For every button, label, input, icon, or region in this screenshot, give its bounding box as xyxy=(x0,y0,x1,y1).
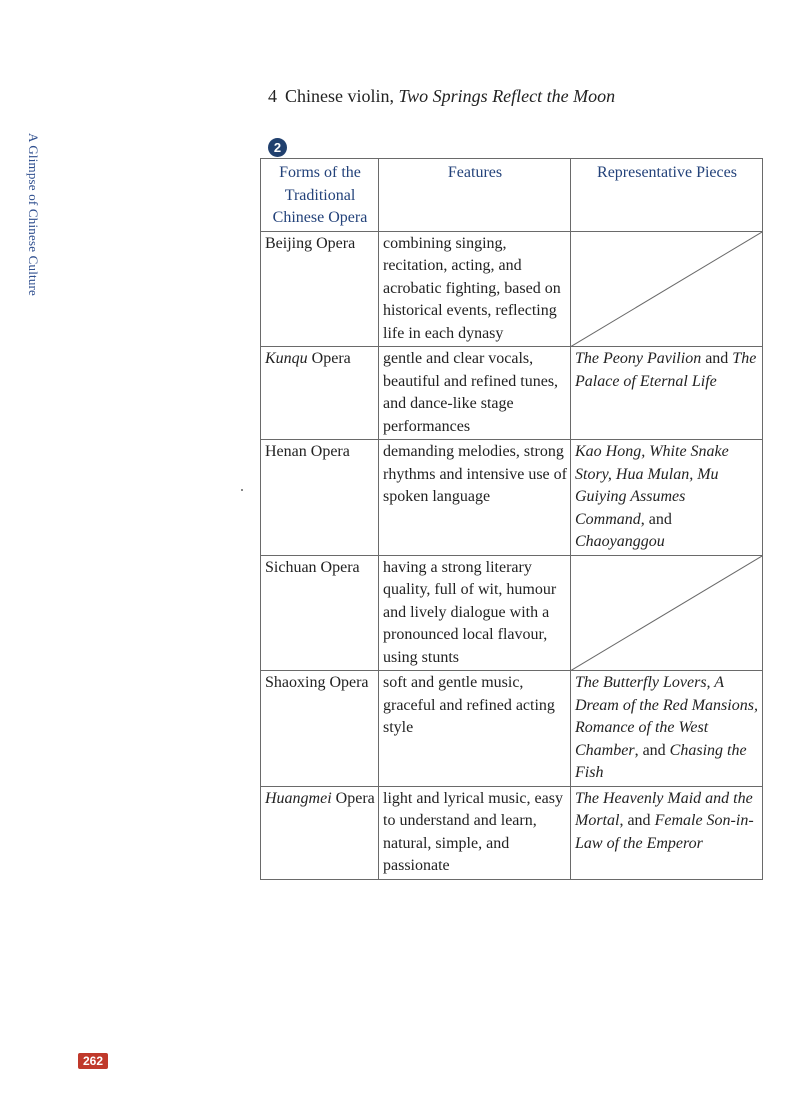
form-italic: Kunqu xyxy=(265,350,308,367)
cell-features: having a strong literary quality, full of wit, humour and lively dialogue with a pronounced local flavour, using stunts xyxy=(379,555,571,671)
piece-title: The Palace of Eternal Life xyxy=(575,350,757,390)
piece-conj: , and xyxy=(619,812,655,829)
cell-form: Henan Opera xyxy=(261,440,379,556)
form-rest: Opera xyxy=(331,789,375,807)
piece-title: The Heavenly Maid and the Mortal xyxy=(575,789,753,829)
table-row xyxy=(261,347,763,440)
cell-features: light and lyrical music, easy to understand and learn, natural, simple, and passionate xyxy=(379,786,571,879)
piece-title: Female Son-in-Law of the Emperor xyxy=(575,812,754,852)
piece-conj: , and xyxy=(634,741,670,759)
cell-pieces xyxy=(571,786,763,879)
cell-pieces xyxy=(571,347,763,440)
cell-features: gentle and clear vocals, beautiful and refined tunes, and dance-like stage performances xyxy=(379,347,571,440)
cell-form: Shaoxing Opera xyxy=(261,671,379,787)
table-row xyxy=(261,231,763,347)
cell-pieces xyxy=(571,440,763,556)
opera-table-wrapper xyxy=(260,158,763,880)
cell-features: soft and gentle music, graceful and refined acting style xyxy=(379,671,571,787)
opera-table xyxy=(260,158,763,880)
piece-conj: and xyxy=(701,350,733,367)
diagonal-strike xyxy=(571,232,762,347)
piece-title: The Butterfly Lovers, A Dream of the Red Mansions, Romance of the West Chamber xyxy=(575,674,758,759)
table-row xyxy=(261,671,763,787)
cell-features: demanding melodies, strong rhythms and intensive use of spoken language xyxy=(379,440,571,556)
table-row xyxy=(261,555,763,671)
section-badge: 2 xyxy=(268,138,287,157)
piece-title: Kao Hong, White Snake Story, Hua Mulan, Mu Guiying Assumes Command xyxy=(575,443,729,528)
answer-title: Two Springs Reflect the Moon xyxy=(398,86,616,106)
piece-conj: , and xyxy=(640,510,672,528)
page-number: 262 xyxy=(78,1053,108,1069)
answer-text: Chinese violin, xyxy=(285,86,399,106)
cell-form xyxy=(261,347,379,440)
cell-features: combining singing, recitation, acting, and acrobatic fighting, based on historical events, reflecting life in each dynasy xyxy=(379,231,571,347)
table-row xyxy=(261,786,763,879)
piece-title: Chasing the Fish xyxy=(575,741,747,781)
piece-title: Chaoyanggou xyxy=(575,533,665,550)
cell-pieces xyxy=(571,671,763,787)
cell-form xyxy=(261,786,379,879)
cell-form: Beijing Opera xyxy=(261,231,379,347)
header-pieces: Representative Pieces xyxy=(571,159,763,232)
answer-number: 4 xyxy=(268,86,277,106)
running-head-spine: A Glimpse of Chinese Culture xyxy=(26,133,41,297)
diagonal-strike xyxy=(571,556,762,671)
cell-pieces-empty xyxy=(571,231,763,347)
table-header-row xyxy=(261,159,763,232)
form-rest: Opera xyxy=(307,350,351,367)
answer-4 xyxy=(268,86,615,107)
cell-pieces-empty xyxy=(571,555,763,671)
table-row xyxy=(261,440,763,556)
header-forms: Forms of the Traditional Chinese Opera xyxy=(261,159,379,232)
header-features: Features xyxy=(379,159,571,232)
piece-title: The Peony Pavilion xyxy=(575,350,702,367)
form-italic: Huangmei xyxy=(265,789,332,807)
stray-mark xyxy=(241,489,243,491)
cell-form: Sichuan Opera xyxy=(261,555,379,671)
